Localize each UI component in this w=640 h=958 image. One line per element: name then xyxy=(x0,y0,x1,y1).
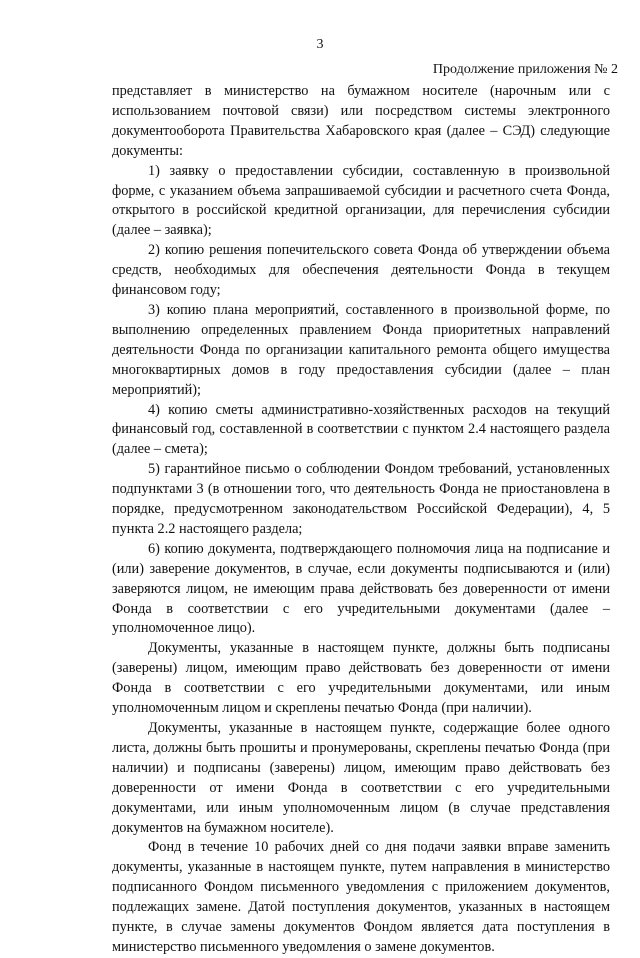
paragraph-signing-requirements: Документы, указанные в настоящем пункте, должны быть подписаны (заверены) лицом, имеющим право действовать без доверенности от имени Фонда в соответствии с его учредительными документами, или иным уполномоченным лицом и скреплены печатью Фонда (при наличии). xyxy=(112,640,610,717)
paragraph-item-2: 2) копию решения попечительского совета Фонда об утверждении объема средств, необходимых для обеспечения деятельности Фонда в текущем финансовом году; xyxy=(112,242,610,299)
paragraph-item-4: 4) копию сметы административно-хозяйственных расходов на текущий финансовый год, составленной в соответствии с пунктом 2.4 настоящего раздела (далее – смета); xyxy=(112,401,610,458)
page-number: 3 xyxy=(316,37,324,52)
paragraph-binding-requirements: Документы, указанные в настоящем пункте, содержащие более одного листа, должны быть прошиты и пронумерованы, скреплены печатью Фонда (при наличии) и подписаны (заверены) лицом, имеющим право действовать без доверенности от имени Фонда в соответствии с его учредительными документами, или иным уполномоченным лицом (в случае представления документов на бумажном носителе). xyxy=(112,720,610,836)
paragraph-document-replacement: Фонд в течение 10 рабочих дней со дня подачи заявки вправе заменить документы, указанные в настоящем пункте, путем направления в министерство подписанного Фондом письменного уведомления с приложением документов, подлежащих замене. Датой поступления документов, указанных в настоящем пункте, в случае замены документов Фондом является дата поступления в министерство письменного уведомления о замене документов. xyxy=(112,839,610,955)
document-body xyxy=(112,82,610,958)
appendix-continuation-note: Продолжение приложения № 2 xyxy=(432,62,618,77)
paragraph-item-5: 5) гарантийное письмо о соблюдении Фондом требований, установленных подпунктами 3 (в отношении того, что деятельность Фонда не приостановлена в порядке, предусмотренном законодательством Российской Федерации), 4, 5 пункта 2.2 настоящего раздела; xyxy=(112,461,610,537)
paragraph-intro: представляет в министерство на бумажном носителе (нарочным или с использованием почтовой связи) или посредством системы электронного документооборота Правительства Хабаровского края (далее – СЭД) следующие документы: xyxy=(112,83,610,159)
paragraph-item-1: 1) заявку о предоставлении субсидии, составленную в произвольной форме, с указанием объема запрашиваемой субсидии и расчетного счета Фонда, открытого в российской кредитной организации, для перечисления субсидии (далее – заявка); xyxy=(112,162,610,239)
paragraph-item-6: 6) копию документа, подтверждающего полномочия лица на подписание и (или) заверение документов, в случае, если документы подписываются и (или) заверяются лицом, не имеющим права действовать без доверенности от имени Фонда в соответствии с его учредительными документами (далее – уполномоченное лицо). xyxy=(112,540,610,637)
paragraph-item-3: 3) копию плана мероприятий, составленного в произвольной форме, по выполнению определенных правлением Фонда приоритетных направлений деятельности Фонда по организации капитального ремонта общего имущества многоквартирных домов в году предоставления субсидии (далее – план мероприятий); xyxy=(112,301,610,398)
